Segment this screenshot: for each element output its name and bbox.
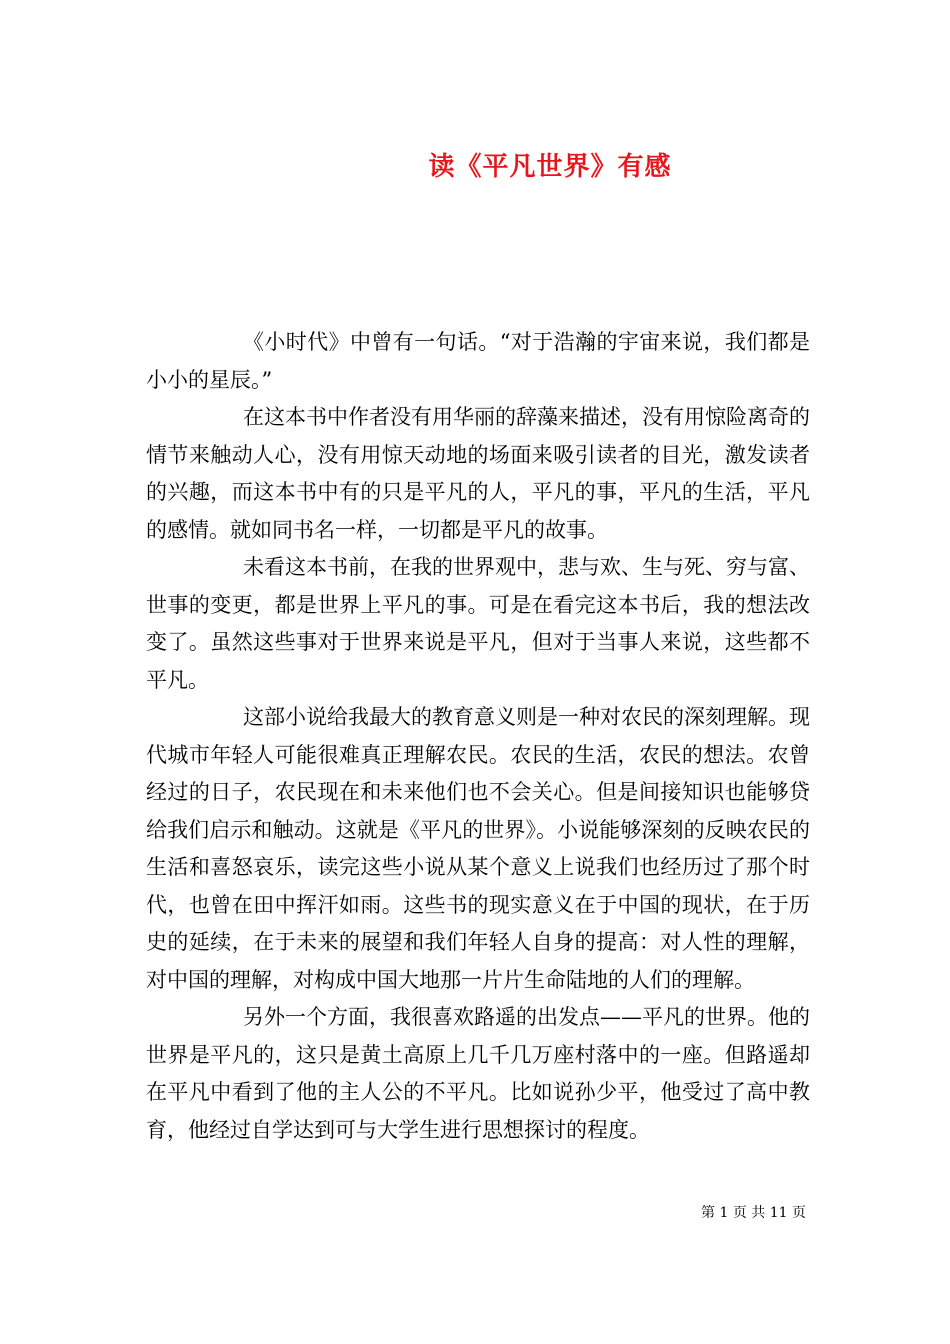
paragraph: 这部小说给我最大的教育意义则是一种对农民的深刻理解。现代城市年轻人可能很难真正理解农民。农民的生活，农民的想法。农曾经过的日子，农民现在和未来他们也不会关心。但是间接知识也能够贷给我们启示和触动。这就是《平凡的世界》。小说能够深刻的反映农民的生活和喜怒哀乐，读完这些小说从某个意义上说我们也经历过了那个时代，也曾在田中挥汗如雨。这些书的现实意义在于中国的现状，在于历史的延续，在于未来的展望和我们年轻人自身的提高：对人性的理解，对中国的理解，对构成中国大地那一片片生命陆地的人们的理解。 xyxy=(146,705,810,992)
paragraph: 未看这本书前，在我的世界观中，悲与欢、生与死、穷与富、世事的变更，都是世界上平凡的事。可是在看完这本书后，我的想法改变了。虽然这些事对于世界来说是平凡，但对于当事人来说，这些都不平凡。 xyxy=(146,555,810,692)
page-number: 第 1 页 共 11 页 xyxy=(701,1205,806,1221)
paragraph: 另外一个方面，我很喜欢路遥的出发点——平凡的世界。他的世界是平凡的，这只是黄土高原上几千几万座村落中的一座。但路遥却在平凡中看到了他的主人公的不平凡。比如说孙少平，他受过了高中教育，他经过自学达到可与大学生进行思想探讨的程度。 xyxy=(146,1005,810,1142)
document-body xyxy=(146,324,810,1149)
paragraph: 《小时代》中曾有一句话。“对于浩瀚的宇宙来说，我们都是小小的星辰。” xyxy=(146,330,810,392)
page-title: 读《平凡世界》有感 xyxy=(428,152,672,183)
paragraph: 在这本书中作者没有用华丽的辞藻来描述，没有用惊险离奇的情节来触动人心，没有用惊天动地的场面来吸引读者的目光，激发读者的兴趣，而这本书中有的只是平凡的人，平凡的事，平凡的生活，平凡的感情。就如同书名一样，一切都是平凡的故事。 xyxy=(146,405,810,542)
